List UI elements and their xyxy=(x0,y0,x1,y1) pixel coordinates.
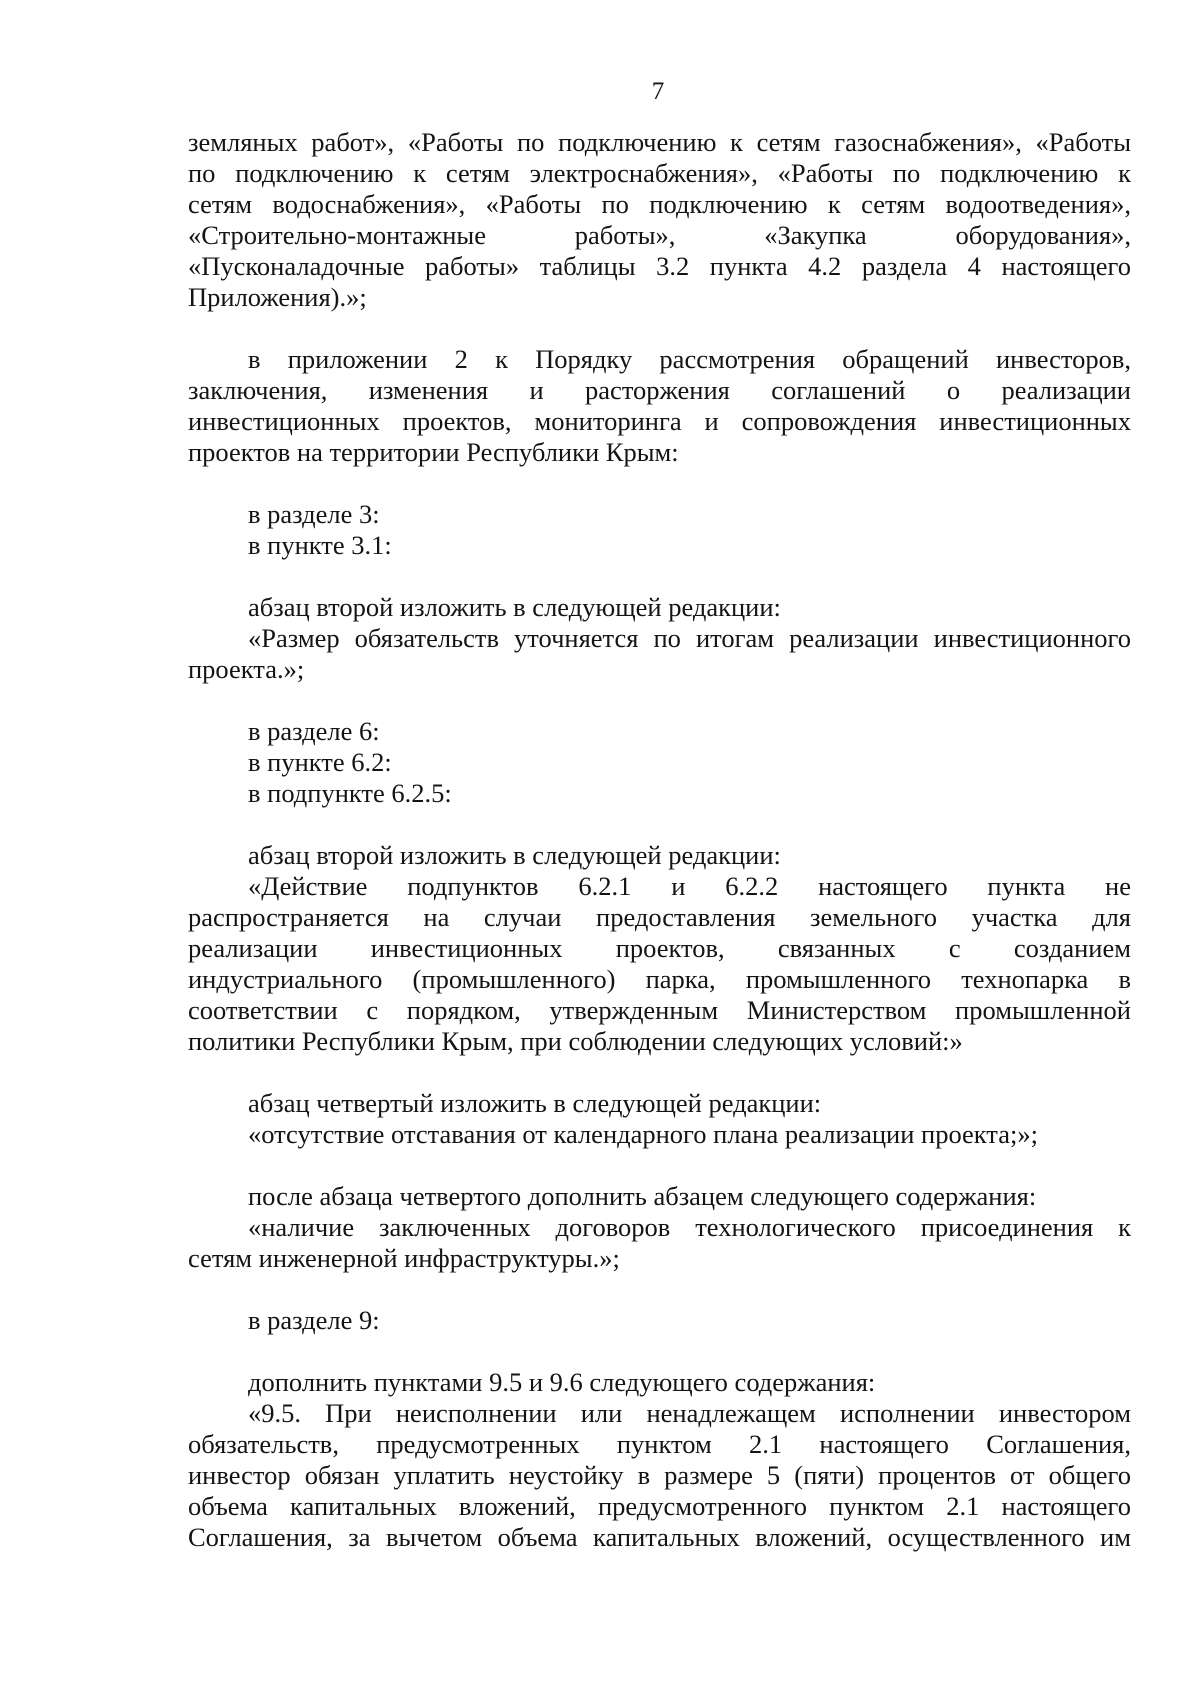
text-line: «9.5. При неисполнении или ненадлежащем исполнении инвестором xyxy=(248,1398,1131,1428)
text-line: реализации инвестиционных проектов, связанных с созданием xyxy=(188,933,1131,963)
text-line: в пункте 6.2: xyxy=(248,747,392,777)
text-line: индустриального (промышленного) парка, промышленного технопарка в xyxy=(188,964,1131,994)
text-line: в пункте 3.1: xyxy=(248,530,392,560)
text-line: сетям инженерной инфраструктуры.»; xyxy=(188,1243,620,1273)
text-line: дополнить пунктами 9.5 и 9.6 следующего содержания: xyxy=(248,1367,876,1397)
text-line: проекта.»; xyxy=(188,654,305,684)
text-line: «Строительно-монтажные работы», «Закупка оборудования», xyxy=(188,220,1131,250)
text-line: «отсутствие отставания от календарного плана реализации проекта;»; xyxy=(248,1119,1038,1149)
text-line: политики Республики Крым, при соблюдении следующих условий:» xyxy=(188,1026,963,1056)
text-line: в приложении 2 к Порядку рассмотрения обращений инвесторов, xyxy=(248,344,1131,374)
text-line: «Пусконаладочные работы» таблицы 3.2 пункта 4.2 раздела 4 настоящего xyxy=(188,251,1131,281)
text-line: абзац четвертый изложить в следующей редакции: xyxy=(248,1088,822,1118)
text-line: заключения, изменения и расторжения соглашений о реализации xyxy=(188,375,1131,405)
text-line: «Действие подпунктов 6.2.1 и 6.2.2 настоящего пункта не xyxy=(248,871,1131,901)
text-line: Соглашения, за вычетом объема капитальных вложений, осуществленного им xyxy=(188,1522,1131,1552)
text-line: сетям водоснабжения», «Работы по подключению к сетям водоотведения», xyxy=(188,189,1131,219)
text-line: в разделе 3: xyxy=(248,499,380,529)
text-line: распространяется на случаи предоставления земельного участка для xyxy=(188,902,1131,932)
text-line: соответствии с порядком, утвержденным Министерством промышленной xyxy=(188,995,1131,1025)
text-line: земляных работ», «Работы по подключению к сетям газоснабжения», «Работы xyxy=(188,127,1131,157)
text-line: в разделе 6: xyxy=(248,716,380,746)
page-number: 7 xyxy=(651,78,665,105)
text-line: по подключению к сетям электроснабжения», «Работы по подключению к xyxy=(188,158,1131,188)
document-body xyxy=(188,127,1131,1553)
text-line: инвестиционных проектов, мониторинга и сопровождения инвестиционных xyxy=(188,406,1131,436)
text-line: проектов на территории Республики Крым: xyxy=(188,437,679,467)
text-line: после абзаца четвертого дополнить абзацем следующего содержания: xyxy=(248,1181,1037,1211)
text-line: обязательств, предусмотренных пунктом 2.1 настоящего Соглашения, xyxy=(188,1429,1131,1459)
text-line: абзац второй изложить в следующей редакции: xyxy=(248,840,781,870)
text-line: «Размер обязательств уточняется по итогам реализации инвестиционного xyxy=(248,623,1131,653)
text-line: абзац второй изложить в следующей редакции: xyxy=(248,592,781,622)
text-line: в подпункте 6.2.5: xyxy=(248,778,452,808)
text-line: объема капитальных вложений, предусмотренного пунктом 2.1 настоящего xyxy=(188,1491,1131,1521)
text-line: в разделе 9: xyxy=(248,1305,380,1335)
text-line: инвестор обязан уплатить неустойку в размере 5 (пяти) процентов от общего xyxy=(188,1460,1131,1490)
text-line: «наличие заключенных договоров технологического присоединения к xyxy=(248,1212,1131,1242)
text-line: Приложения).»; xyxy=(188,282,367,312)
